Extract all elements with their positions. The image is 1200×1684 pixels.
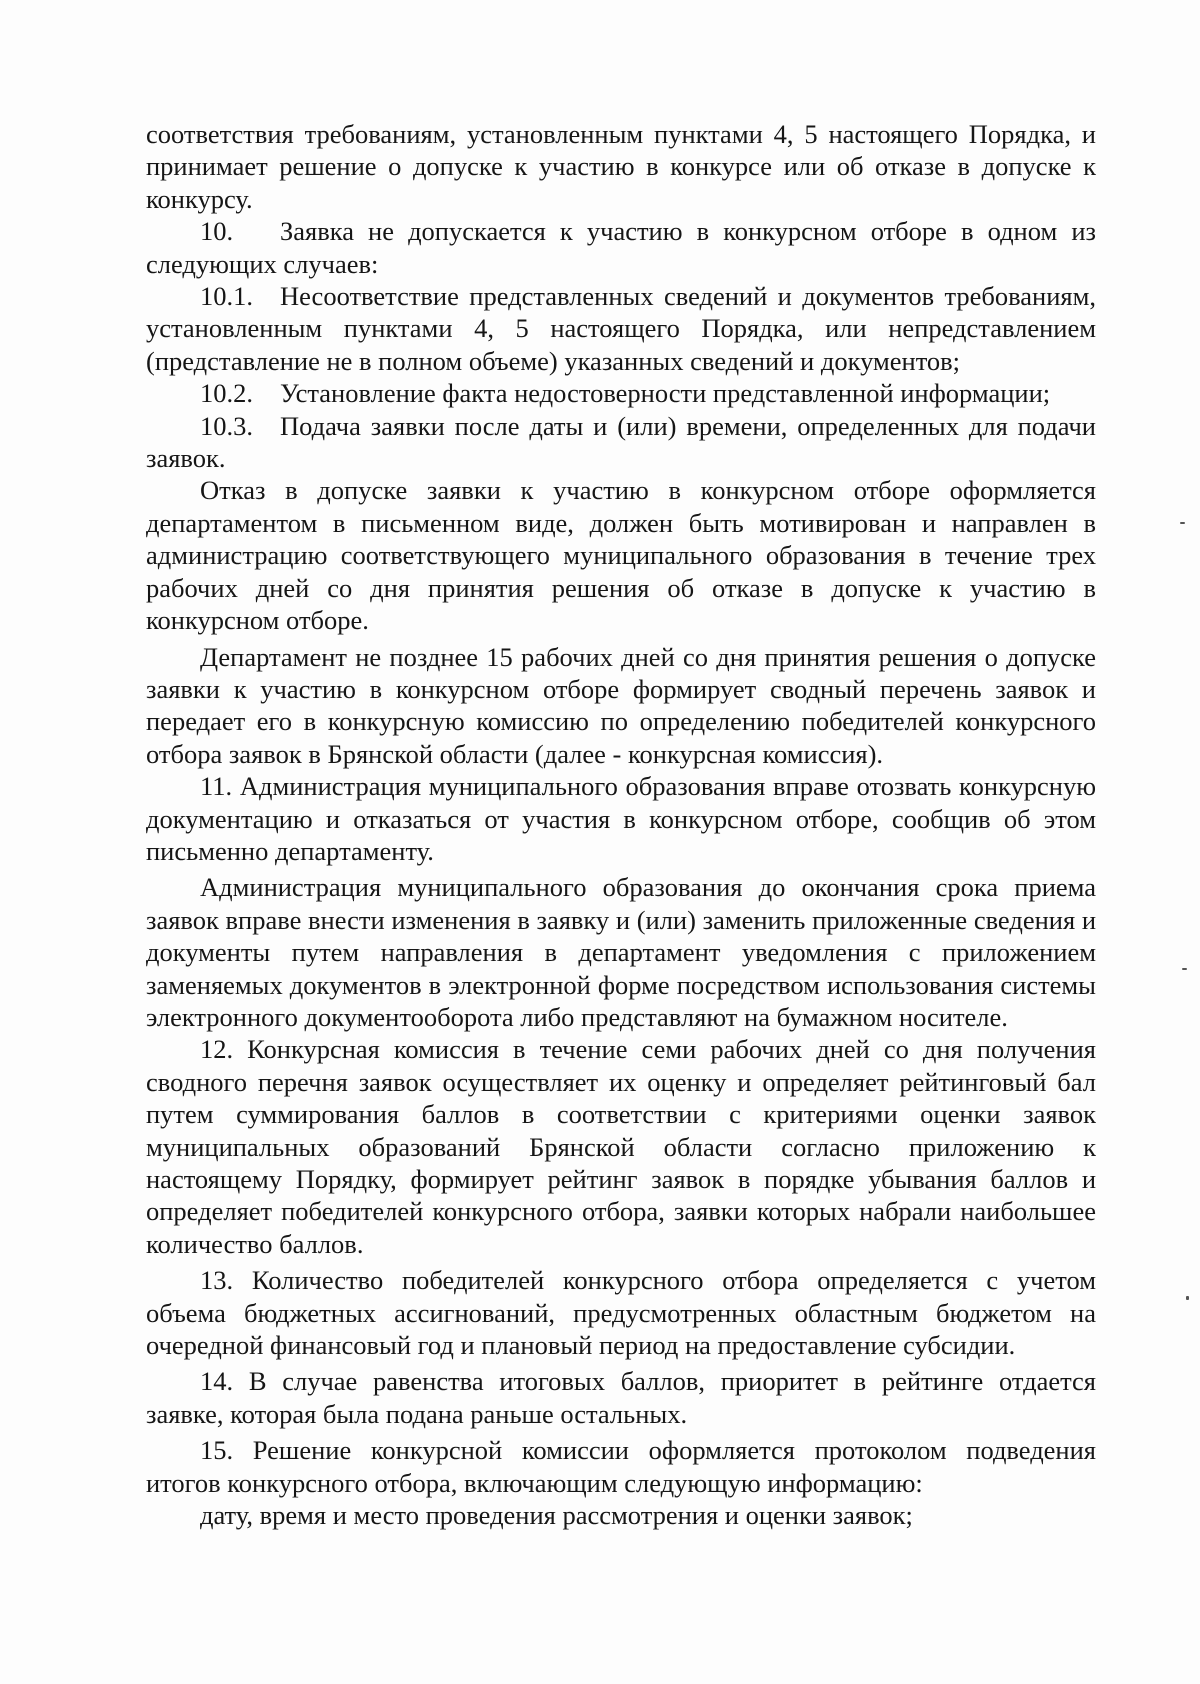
clause-number: 10.1. <box>200 281 253 312</box>
clause-13: 13. Количество победителей конкурсного отбора определяется с учетом объема бюджетных ассигнований, предусмотренных областным бюджетом на очередной финансовый год и плановый период на предоставление субсидии. <box>146 1265 1096 1361</box>
clause-10-3 <box>146 410 1096 475</box>
scan-speck <box>1180 522 1185 524</box>
scan-speck <box>1186 1296 1189 1300</box>
document-body <box>146 118 1096 1531</box>
clause-number: 10. <box>200 216 234 247</box>
paragraph-continuation: соответствия требованиям, установленным пунктами 4, 5 настоящего Порядка, и принимает решение о допуске к участию в конкурсе или об отказе в допуске к конкурсу. <box>146 119 1096 214</box>
clause-15-item: дату, время и место проведения рассмотрения и оценки заявок; <box>200 1500 913 1531</box>
clause-12: 12. Конкурсная комиссия в течение семи рабочих дней со дня получения сводного перечня заявок осуществляет их оценку и определяет рейтинговый бал путем суммирования баллов в соответствии с критериями оценки заявок муниципальных образований Брянской области согласно приложению к настоящему Порядку, формирует рейтинг заявок в порядке убывания баллов и определяет победителей конкурсного отбора, заявки которых набрали наибольшее количество баллов. <box>146 1034 1096 1259</box>
clause-text: Несоответствие представленных сведений и документов требованиям, установленным пунктами 4, 5 настоящего Порядка, или непредставлением (представление не в полном объеме) указанных сведений и документов; <box>146 281 1096 376</box>
clause-11: 11. Администрация муниципального образования вправе отозвать конкурсную документацию и отказаться от участия в конкурсном отборе, сообщив об этом письменно департаменту. <box>146 771 1096 866</box>
paragraph-department: Департамент не позднее 15 рабочих дней со дня принятия решения о допуске заявки к участию в конкурсном отборе формирует сводный перечень заявок и передает его в конкурсную комиссию по определению победителей конкурсного отбора заявок в Брянской области (далее - конкурсная комиссия). <box>146 641 1096 769</box>
paragraph-refusal: Отказ в допуске заявки к участию в конкурсном отборе оформляется департаментом в письменном виде, должен быть мотивирован и направлен в администрацию соответствующего муниципального образования в течение трех рабочих дней со дня принятия решения об отказе в допуске к участию в конкурсном отборе. <box>146 475 1096 636</box>
scan-speck <box>1182 968 1187 970</box>
clause-15: 15. Решение конкурсной комиссии оформляется протоколом подведения итогов конкурсного отбора, включающим следующую информацию: <box>146 1435 1096 1498</box>
clause-text: Установление факта недостоверности представленной информации; <box>280 378 1051 409</box>
clause-number: 10.3. <box>200 410 253 441</box>
clause-text: Подача заявки после даты и (или) времени, определенных для подачи заявок. <box>146 410 1096 474</box>
clause-10-1 <box>146 280 1096 377</box>
clause-text: Заявка не допускается к участию в конкурсном отборе в одном из следующих случаев: <box>146 216 1096 279</box>
clause-10-2 <box>146 377 1096 409</box>
clause-10 <box>146 215 1096 280</box>
clause-14: 14. В случае равенства итоговых баллов, приоритет в рейтинге отдается заявке, которая была подана раньше остальных. <box>146 1366 1096 1429</box>
clause-number: 10.2. <box>200 378 253 409</box>
paragraph-administration: Администрация муниципального образования до окончания срока приема заявок вправе внести изменения в заявку и (или) заменить приложенные сведения и документы путем направления в департамент уведомления с приложением заменяемых документов в электронной форме посредством использования системы электронного документооборота либо представляют на бумажном носителе. <box>146 872 1096 1032</box>
